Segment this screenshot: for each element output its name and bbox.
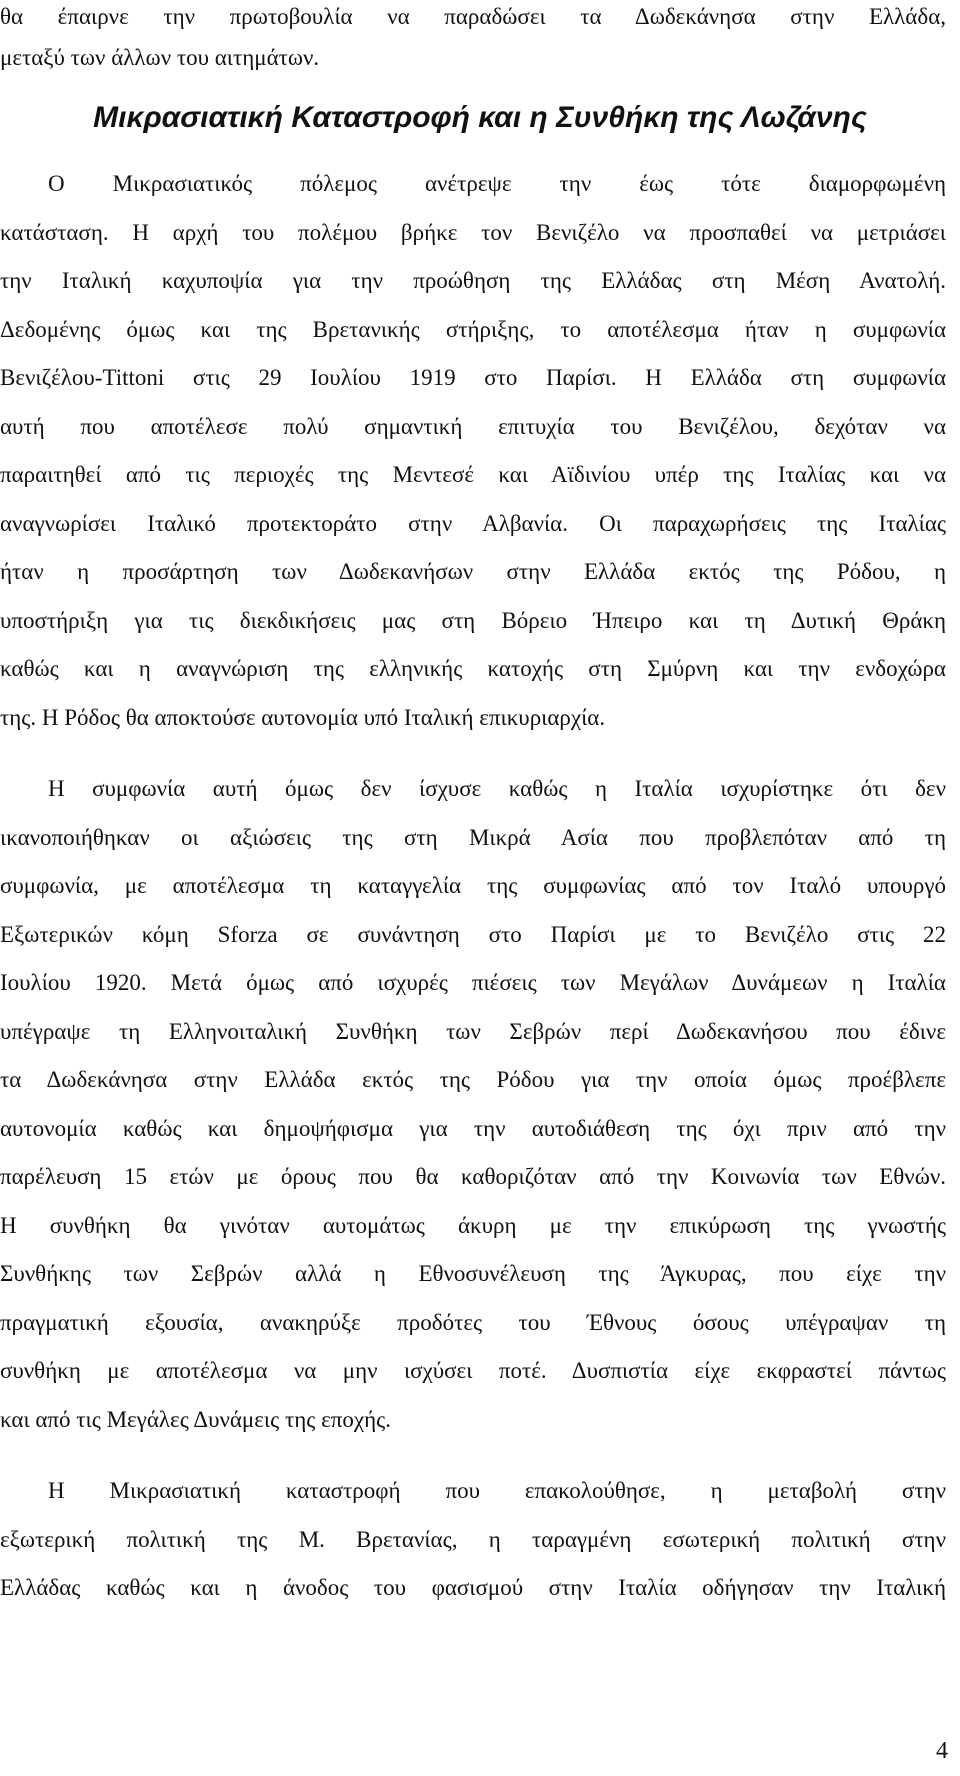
text-line — [0, 1520, 960, 1560]
text-line — [0, 38, 960, 78]
text-line — [0, 0, 960, 37]
text-line-content: Δεδομένης όμως και της Βρετανικής στήριξης, το αποτέλεσμα ήταν η συμφωνία — [0, 317, 946, 342]
text-line-content: πραγματική εξουσία, ανακηρύξε προδότες του Έθνους όσους υπέγραψαν τη — [0, 1310, 946, 1335]
text-line — [0, 866, 960, 906]
text-line — [0, 1109, 960, 1149]
text-line — [0, 407, 960, 447]
text-line-content: θα έπαιρνε την πρωτοβουλία να παραδώσει τα Δωδεκάνησα στην Ελλάδα, — [0, 4, 946, 29]
text-line-content: υποστήριξη για τις διεκδικήσεις μας στη Βόρειο Ήπειρο και τη Δυτική Θράκη — [0, 608, 946, 633]
text-line-content: αναγνωρίσει Ιταλικό προτεκτοράτο στην Αλβανία. Οι παραχωρήσεις της Ιταλίας — [0, 511, 946, 536]
text-line — [0, 1012, 960, 1052]
text-line — [0, 1060, 960, 1100]
text-line — [0, 818, 960, 858]
text-line — [0, 213, 960, 253]
text-line-content: παρέλευση 15 ετών με όρους που θα καθοριζόταν από την Κοινωνία των Εθνών. — [0, 1164, 946, 1189]
text-line — [0, 358, 960, 398]
text-line-content: Ο Μικρασιατικός πόλεμος ανέτρεψε την έως τότε διαμορφωμένη — [48, 171, 946, 196]
text-line — [0, 164, 960, 204]
text-line — [0, 769, 960, 809]
text-line-content: Βενιζέλου-Tittoni στις 29 Ιουλίου 1919 στο Παρίσι. Η Ελλάδα στη συμφωνία — [0, 365, 946, 390]
text-line — [0, 1206, 960, 1246]
text-line-content: τα Δωδεκάνησα στην Ελλάδα εκτός της Ρόδου για την οποία όμως προέβλεπε — [0, 1067, 946, 1092]
text-line — [0, 1568, 960, 1608]
text-line-content: μεταξύ των άλλων του αιτημάτων. — [0, 45, 320, 70]
text-line-content: ικανοποιήθηκαν οι αξιώσεις της στη Μικρά Ασία που προβλεπόταν από τη — [0, 825, 946, 850]
text-line — [0, 455, 960, 495]
text-line-content: Ιουλίου 1920. Μετά όμως από ισχυρές πιέσεις των Μεγάλων Δυνάμεων η Ιταλία — [0, 970, 946, 995]
text-line — [0, 504, 960, 544]
text-line-content: της. Η Ρόδος θα αποκτούσε αυτονομία υπό Ιταλική επικυριαρχία. — [0, 705, 606, 730]
text-line-content: Συνθήκης των Σεβρών αλλά η Εθνοσυνέλευση της Άγκυρας, που είχε την — [0, 1261, 946, 1286]
text-line — [0, 963, 960, 1003]
page-number: 4 — [936, 1738, 948, 1764]
text-line-content: εξωτερική πολιτική της Μ. Βρετανίας, η ταραγμένη εσωτερική πολιτική στην — [0, 1527, 946, 1552]
text-line-content: αυτονομία καθώς και δημοψήφισμα για την αυτοδιάθεση της όχι πριν από την — [0, 1116, 946, 1141]
text-line-content: Η συμφωνία αυτή όμως δεν ίσχυσε καθώς η Ιταλία ισχυρίστηκε ότι δεν — [48, 776, 946, 801]
text-line-content: συμφωνία, με αποτέλεσμα τη καταγγελία της συμφωνίας από τον Ιταλό υπουργό — [0, 873, 946, 898]
text-line-content: Ελλάδας καθώς και η άνοδος του φασισμού στην Ιταλία οδήγησαν την Ιταλική — [0, 1575, 946, 1600]
text-line — [0, 310, 960, 350]
text-line — [0, 1400, 960, 1440]
text-line — [0, 601, 960, 641]
section-heading: Μικρασιατική Καταστροφή και η Συνθήκη της Λωζάνης — [93, 101, 867, 134]
text-line-content: και από τις Μεγάλες Δυνάμεις της εποχής. — [0, 1407, 391, 1432]
text-line-content: παραιτηθεί από τις περιοχές της Μεντεσέ και Αϊδινίου υπέρ της Ιταλίας και να — [0, 462, 946, 487]
text-line — [0, 915, 960, 955]
text-line-content: υπέγραψε τη Ελληνοιταλική Συνθήκη των Σεβρών περί Δωδεκανήσου που έδινε — [0, 1019, 946, 1044]
text-line — [0, 261, 960, 301]
text-line-content: ήταν η προσάρτηση των Δωδεκανήσων στην Ελλάδα εκτός της Ρόδου, η — [0, 559, 946, 584]
text-line-content: Η συνθήκη θα γινόταν αυτομάτως άκυρη με την επικύρωση της γνωστής — [0, 1213, 946, 1238]
text-line-content: καθώς και η αναγνώριση της ελληνικής κατοχής στη Σμύρνη και την ενδοχώρα — [0, 656, 946, 681]
text-line — [0, 1471, 960, 1511]
text-line-content: Εξωτερικών κόμη Sforza σε συνάντηση στο Παρίσι με το Βενιζέλο στις 22 — [0, 922, 946, 947]
text-line — [0, 1303, 960, 1343]
text-line — [0, 1157, 960, 1197]
text-line — [0, 649, 960, 689]
text-line — [0, 552, 960, 592]
text-line-content: κατάσταση. Η αρχή του πολέμου βρήκε τον Βενιζέλο να προσπαθεί να μετριάσει — [0, 220, 946, 245]
text-line-content: την Ιταλική καχυποψία για την προώθηση της Ελλάδας στη Μέση Ανατολή. — [0, 268, 946, 293]
text-line-content: συνθήκη με αποτέλεσμα να μην ισχύσει ποτέ. Δυσπιστία είχε εκφραστεί πάντως — [0, 1358, 946, 1383]
text-line — [0, 1351, 960, 1391]
text-line-content: Η Μικρασιατική καταστροφή που επακολούθησε, η μεταβολή στην — [48, 1478, 946, 1503]
text-line — [0, 1254, 960, 1294]
text-line-content: αυτή που αποτέλεσε πολύ σημαντική επιτυχία του Βενιζέλου, δεχόταν να — [0, 414, 946, 439]
text-line — [0, 698, 960, 738]
